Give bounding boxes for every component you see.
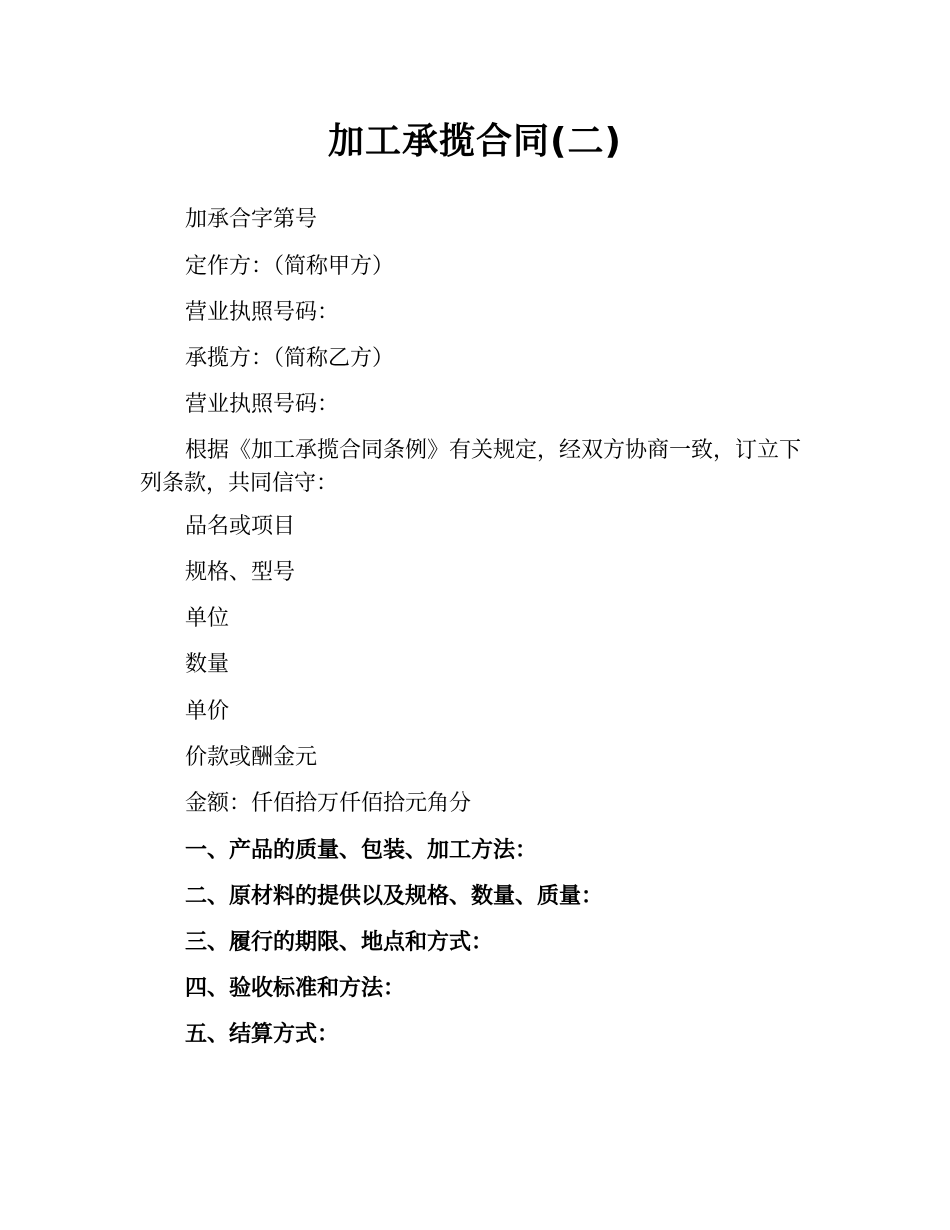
item-name-line: 品名或项目 bbox=[185, 514, 296, 539]
party-a-line: 定作方：（简称甲方） bbox=[185, 254, 395, 279]
clause-5-heading: 五、结算方式： bbox=[185, 1022, 340, 1047]
party-b-license-line: 营业执照号码： bbox=[185, 392, 340, 417]
clause-1-heading: 一、产品的质量、包装、加工方法： bbox=[185, 838, 538, 863]
item-unit-price-line: 单价 bbox=[185, 699, 230, 724]
item-payment-line: 价款或酬金元 bbox=[185, 745, 318, 770]
document-title: 加工承揽合同(二) bbox=[328, 121, 622, 162]
item-unit-line: 单位 bbox=[185, 606, 230, 631]
item-amount-line: 金额：仟佰拾万仟佰拾元角分 bbox=[185, 791, 472, 816]
clause-4-heading: 四、验收标准和方法： bbox=[185, 976, 406, 1001]
intro-paragraph: 根据《加工承揽合同条例》有关规定，经双方协商一致，订立下列条款，共同信守： bbox=[140, 438, 802, 496]
contract-number-line: 加承合字第号 bbox=[185, 207, 318, 232]
party-a-license-line: 营业执照号码： bbox=[185, 300, 340, 325]
party-b-line: 承揽方：（简称乙方） bbox=[185, 346, 395, 371]
item-spec-line: 规格、型号 bbox=[185, 560, 296, 585]
clause-2-heading: 二、原材料的提供以及规格、数量、质量： bbox=[185, 884, 604, 909]
item-quantity-line: 数量 bbox=[185, 652, 230, 677]
clause-3-heading: 三、履行的期限、地点和方式： bbox=[185, 930, 494, 955]
